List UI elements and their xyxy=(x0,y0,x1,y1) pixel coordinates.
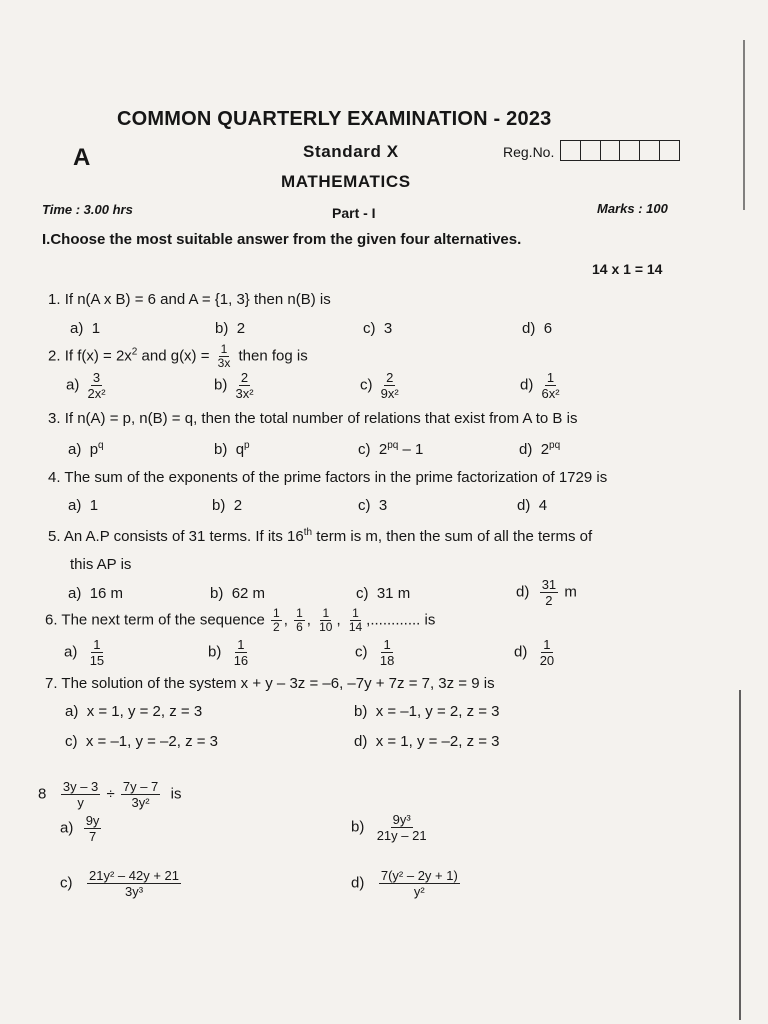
question-5: 5. An A.P consists of 31 terms. If its 16th term is m, then the sum of all the terms of xyxy=(48,527,593,545)
marks: Marks : 100 xyxy=(597,201,668,216)
q3-option-a: a) $p^q$ xyxy=(68,440,104,458)
q2-option-c: c) $\frac{2}{\text{9x²}}$ xyxy=(360,370,399,401)
question-number: 1. xyxy=(48,291,61,308)
q7-option-d: d) x = 1, y = –2, z = 3 xyxy=(354,733,500,750)
q8-option-c: c) $\frac{\text{21y² – 42y + 21}}{\text{3y³}}$ xyxy=(60,868,179,899)
q8-option-d: d) $\frac{\text{7(y² – 2y + 1)}}{\text{y²}}$ xyxy=(351,868,458,899)
page-edge-mark-top xyxy=(743,40,745,210)
question-7: 7. The solution of the system x + y – 3z = –6, –7y + 7z = 7, 3z = 9 is xyxy=(45,675,495,692)
q3-option-b: b) $q^p$ xyxy=(214,440,250,458)
q5-option-d: d) $\frac{31}{2}$ m xyxy=(516,577,577,608)
page-edge-mark-bottom xyxy=(739,690,741,1020)
q4-option-d: d) 4 xyxy=(517,497,548,514)
q1-option-b: b) 2 xyxy=(215,320,246,337)
q4-option-a: a) 1 xyxy=(68,497,99,514)
exam-title: COMMON QUARTERLY EXAMINATION - 2023 xyxy=(117,108,552,130)
reg-no-boxes xyxy=(560,140,680,161)
q5-option-a: a) 16 m xyxy=(68,585,124,602)
reg-no-label: Reg.No. xyxy=(503,144,555,160)
q2-option-d: d) $\frac{1}{\text{6x²}}$ xyxy=(520,370,560,401)
q6-option-d: d) $\frac{1}{20}$ xyxy=(514,637,555,668)
q8-option-b: b) $\frac{\text{9y³}}{21y - 21}$ xyxy=(351,812,427,843)
q6-option-c: c) $\frac{1}{18}$ xyxy=(355,637,395,668)
q2-option-b: b) $\frac{2}{\text{3x²}}$ xyxy=(214,370,254,401)
q7-option-b: b) x = –1, y = 2, z = 3 xyxy=(354,703,500,720)
q3-option-c: c) $2^{pq} - 1$ xyxy=(358,440,424,458)
q5-option-b: b) 62 m xyxy=(210,585,266,602)
question-5-line-2: this AP is xyxy=(70,556,132,573)
q8-option-a: a) $\frac{9y}{7}$ xyxy=(60,813,100,844)
section-instruction: I.Choose the most suitable answer from the given four alternatives. xyxy=(42,231,522,248)
part-label: Part - I xyxy=(332,205,376,221)
q4-option-c: c) 3 xyxy=(358,497,388,514)
q1-option-a: a) 1 xyxy=(70,320,101,337)
question-text: If n(A x B) = 6 and A = {1, 3} then n(B) is xyxy=(64,291,331,308)
section-score: 14 x 1 = 14 xyxy=(592,261,663,277)
question-1 xyxy=(48,291,331,308)
q2-option-a: a) $\frac{3}{\text{2x²}}$ xyxy=(66,370,106,401)
question-2: 2. If $f(x) = 2x^2$ and g(x) = $\frac{1}{3x}$ then fog is xyxy=(48,342,308,370)
set-letter: A xyxy=(73,144,91,171)
subject: MATHEMATICS xyxy=(281,172,411,191)
g-fraction: $\frac{1}{3x}$ xyxy=(217,342,231,370)
q1-option-d: d) 6 xyxy=(522,320,553,337)
q1-option-c: c) 3 xyxy=(363,320,393,337)
standard: Standard X xyxy=(303,142,399,161)
q7-option-a: a) x = 1, y = 2, z = 3 xyxy=(65,703,203,720)
question-4: 4. The sum of the exponents of the prime factors in the prime factorization of 1729 is xyxy=(48,469,608,486)
q3-option-d: d) $2^{pq}$ xyxy=(519,440,561,458)
q5-option-c: c) 31 m xyxy=(356,585,411,602)
q4-option-b: b) 2 xyxy=(212,497,243,514)
q6-option-b: b) $\frac{1}{16}$ xyxy=(208,637,249,668)
q6-option-a: a) $\frac{1}{15}$ xyxy=(64,637,105,668)
q7-option-c: c) x = –1, y = –2, z = 3 xyxy=(65,733,219,750)
question-3: 3. If n(A) = p, n(B) = q, then the total number of relations that exist from A to B is xyxy=(48,410,578,427)
question-8: 8 $\frac{3y - 3}{y}$ ÷ $\frac{7y - 7}{\text{3y²}}$ is xyxy=(38,779,182,810)
question-6: 6. The next term of the sequence $\frac{1}{2}$ , $\frac{1}{6}$ , $\frac{1}{10}$ , $\frac{1}{14}$ ,............ is xyxy=(45,606,436,634)
time: Time : 3.00 hrs xyxy=(42,202,133,217)
